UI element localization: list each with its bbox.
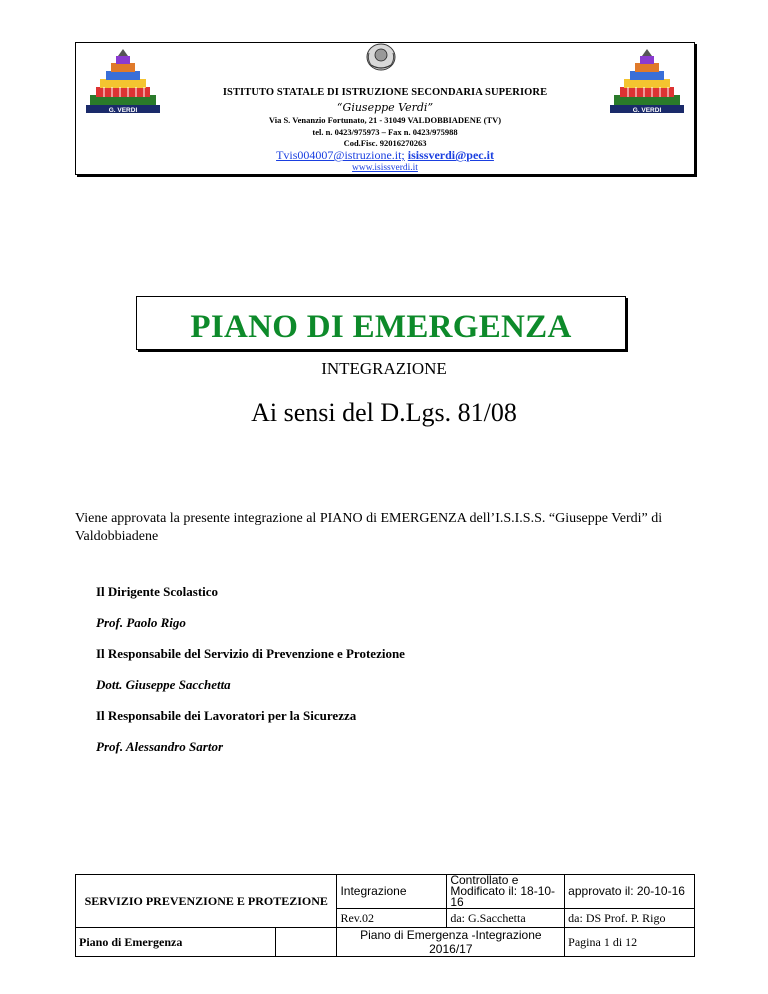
school-tax-code: Cod.Fisc. 92016270263 [343,138,427,148]
school-logo-right [606,49,688,115]
checked-by-cell: da: G.Sacchetta [447,909,565,928]
republic-crest-icon [363,43,399,71]
document-name-cell: Piano di Emergenza [76,928,276,957]
logo-left-label: G. VERDI [108,107,138,114]
checked-date-cell: Controllato e Modificato il: 18-10-16 [447,875,565,909]
school-name: “Giuseppe Verdi” [336,101,434,114]
law-reference: Ai sensi del D.Lgs. 81/08 [251,398,517,427]
email-link-pec[interactable] [408,148,494,162]
revision-cell: Rev.02 [337,909,447,928]
signatory-role-2: Il Responsabile del Servizio di Prevenzione e Protezione [96,646,405,661]
signatory-name-1: Prof. Paolo Rigo [96,615,186,630]
school-logo-left [82,49,164,115]
signatory-role-3: Il Responsabile dei Lavoratori per la Sicurezza [96,708,357,723]
institute-name: ISTITUTO STATALE DI ISTRUZIONE SECONDARIA SUPERIORE [222,87,548,98]
approval-statement: Viene approvata la presente integrazione al PIANO di EMERGENZA dell’I.S.I.S.S. “Giuseppe Verdi” di Valdobbiadene [75,511,663,544]
signatory-name-2: Dott. Giuseppe Sacchetta [96,677,231,692]
approved-by-cell: da: DS Prof. P. Rigo [565,909,695,928]
page-number-cell: Pagina 1 di 12 [565,928,695,957]
document-title: PIANO DI EMERGENZA [190,309,572,345]
letterhead [75,42,695,175]
document-full-name-cell: Piano di Emergenza -Integrazione 2016/17 [337,928,565,957]
school-address: Via S. Venanzio Fortunato, 21 - 31049 VALDOBBIADENE (TV) [268,115,502,125]
title-box [136,296,626,350]
school-phone-fax: tel. n. 0423/975973 – Fax n. 0423/975988 [312,127,458,137]
document-control-footer [75,874,695,957]
department-cell: SERVIZIO PREVENZIONE E PROTEZIONE [76,875,337,928]
empty-cell [275,928,337,957]
pec-email-text: isissverdi@pec.it [407,148,494,162]
website-link[interactable]: www.isissverdi.it [352,163,418,173]
signatory-role-1: Il Dirigente Scolastico [96,584,219,599]
document-type-cell: Integrazione [337,875,447,909]
signatory-name-3: Prof. Alessandro Sartor [96,739,224,754]
logo-right-label: G. VERDI [632,107,662,114]
email-link-istruzione[interactable]: Tvis004007@istruzione.it; [276,148,405,162]
approved-date-cell: approvato il: 20-10-16 [565,875,695,909]
school-emails [186,148,584,163]
document-subtitle: INTEGRAZIONE [321,359,447,378]
